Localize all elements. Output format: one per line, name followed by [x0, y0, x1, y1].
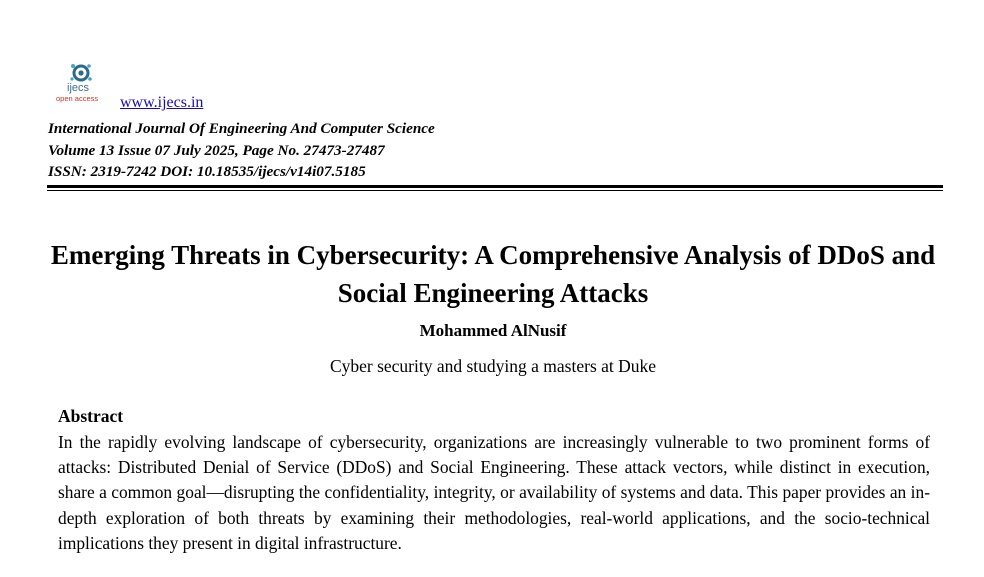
logo-text: ijecs [67, 82, 90, 94]
header-rule-thin [47, 190, 943, 191]
abstract-heading: Abstract [58, 406, 124, 426]
abstract-text: In the rapidly evolving landscape of cybersecurity, organizations are increasingly vulnerable to two prominent forms of attacks: Distributed Denial of Service (DDoS) and Social Engineering. These attack vectors, while distinct in execution, share a common goal—disrupting the confidentiality, integrity, or availability of systems and data. This paper provides an in-depth exploration of both threats by examining their methodologies, real-world applications, and the socio-technical implications they present in digital infrastructure. [58, 432, 930, 553]
journal-logo [54, 62, 118, 106]
volume-line: Volume 13 Issue 07 July 2025, Page No. 27473-27487 [48, 141, 385, 159]
issn-doi-line: ISSN: 2319-7242 DOI: 10.18535/ijecs/v14i07.5185 [48, 163, 366, 180]
journal-website-link[interactable]: www.ijecs.in [120, 94, 204, 111]
journal-header [48, 118, 435, 183]
journal-name: International Journal Of Engineering And Computer Science [48, 120, 435, 137]
author-affiliation: Cyber security and studying a masters at Duke [329, 356, 657, 376]
ijecs-logo-icon [68, 62, 94, 84]
logo-subtext: open access [56, 94, 99, 103]
paper-title: Emerging Threats in Cybersecurity: A Comprehensive Analysis of DDoS and Social Engineering Attacks [50, 240, 936, 308]
header-rule-thick [47, 185, 943, 188]
author-name: Mohammed AlNusif [419, 321, 567, 340]
